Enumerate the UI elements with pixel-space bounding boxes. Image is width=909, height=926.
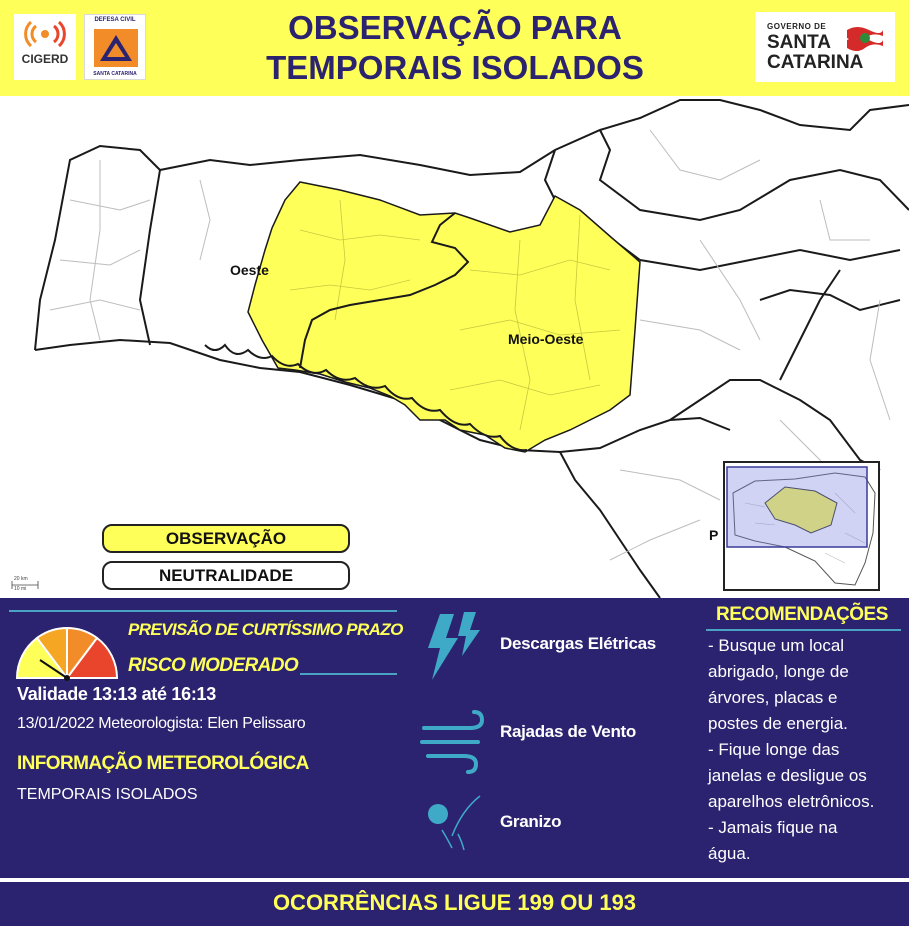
forecast-validity: Validade 13:13 até 16:13 [17, 684, 216, 704]
sc-flag-icon [845, 24, 885, 54]
defesa-civil-logo-top: DEFESA CIVIL [94, 17, 136, 23]
page-title [190, 8, 720, 88]
map-scale-mi: 10 mi [14, 586, 27, 592]
sc-logo-gov: GOVERNO DE [767, 22, 827, 31]
legend-observacao: OBSERVAÇÃO [102, 524, 350, 553]
recommendation-line: - Jamais fique na [708, 818, 838, 837]
defesa-civil-logo [84, 14, 146, 80]
forecast-date-meteorologist: 13/01/2022 Meteorologista: Elen Pelissaro [17, 715, 306, 732]
recommendation-line: - Fique longe das [708, 740, 840, 759]
recommendation-line: - Busque um local [708, 636, 845, 655]
lightning-icon [418, 610, 490, 682]
wind-icon [418, 706, 490, 778]
recommendation-line: água. [708, 844, 751, 863]
emergency-footer: OCORRÊNCIAS LIGUE 199 OU 193 [0, 880, 909, 926]
hazard-label-wind: Rajadas de Vento [500, 722, 636, 741]
forecast-title: PREVISÃO DE CURTÍSSIMO PRAZO [128, 620, 403, 639]
recommendations-divider [706, 629, 901, 631]
santa-catarina-logo [755, 12, 895, 82]
cigerd-logo [14, 14, 76, 80]
inset-map-drawing [725, 463, 878, 589]
title-line-2: TEMPORAIS ISOLADOS [266, 49, 644, 86]
legend-neutralidade: NEUTRALIDADE [102, 561, 350, 590]
defesa-civil-triangle-icon [94, 29, 138, 67]
sc-logo-name-1: SANTA [767, 32, 832, 53]
recommendation-line: postes de energia. [708, 714, 848, 733]
meteorological-info-title: INFORMAÇÃO METEOROLÓGICA [17, 753, 309, 774]
title-line-1: OBSERVAÇÃO PARA [288, 9, 622, 46]
risk-level-label: RISCO MODERADO [128, 655, 298, 676]
cigerd-signal-icon [14, 14, 76, 54]
recommendation-line: abrigado, longe de [708, 662, 849, 681]
map-scale-km: 20 km [14, 576, 28, 582]
forecast-divider-bottom [300, 673, 397, 675]
hail-icon [418, 790, 490, 856]
region-label-partial: P [709, 527, 719, 543]
meteorological-info-text: TEMPORAIS ISOLADOS [17, 786, 198, 803]
hazard-label-hail: Granizo [500, 812, 562, 831]
recommendations-title: RECOMENDAÇÕES [716, 604, 888, 625]
recommendation-line: janelas e desligue os [708, 766, 867, 785]
inset-locator-map [723, 461, 880, 591]
recommendations-list [708, 633, 904, 867]
risk-gauge-icon [12, 620, 122, 682]
recommendation-line: árvores, placas e [708, 688, 838, 707]
forecast-divider-top [9, 610, 397, 612]
hazard-label-lightning: Descargas Elétricas [500, 634, 656, 653]
defesa-civil-logo-bottom: SANTA CATARINA [93, 71, 137, 77]
region-label-meio-oeste: Meio-Oeste [508, 331, 584, 347]
region-label-oeste: Oeste [230, 262, 269, 278]
cigerd-logo-text: CIGERD [21, 52, 69, 66]
sc-logo-name-2: CATARINA [767, 52, 864, 73]
recommendation-line: aparelhos eletrônicos. [708, 792, 875, 811]
